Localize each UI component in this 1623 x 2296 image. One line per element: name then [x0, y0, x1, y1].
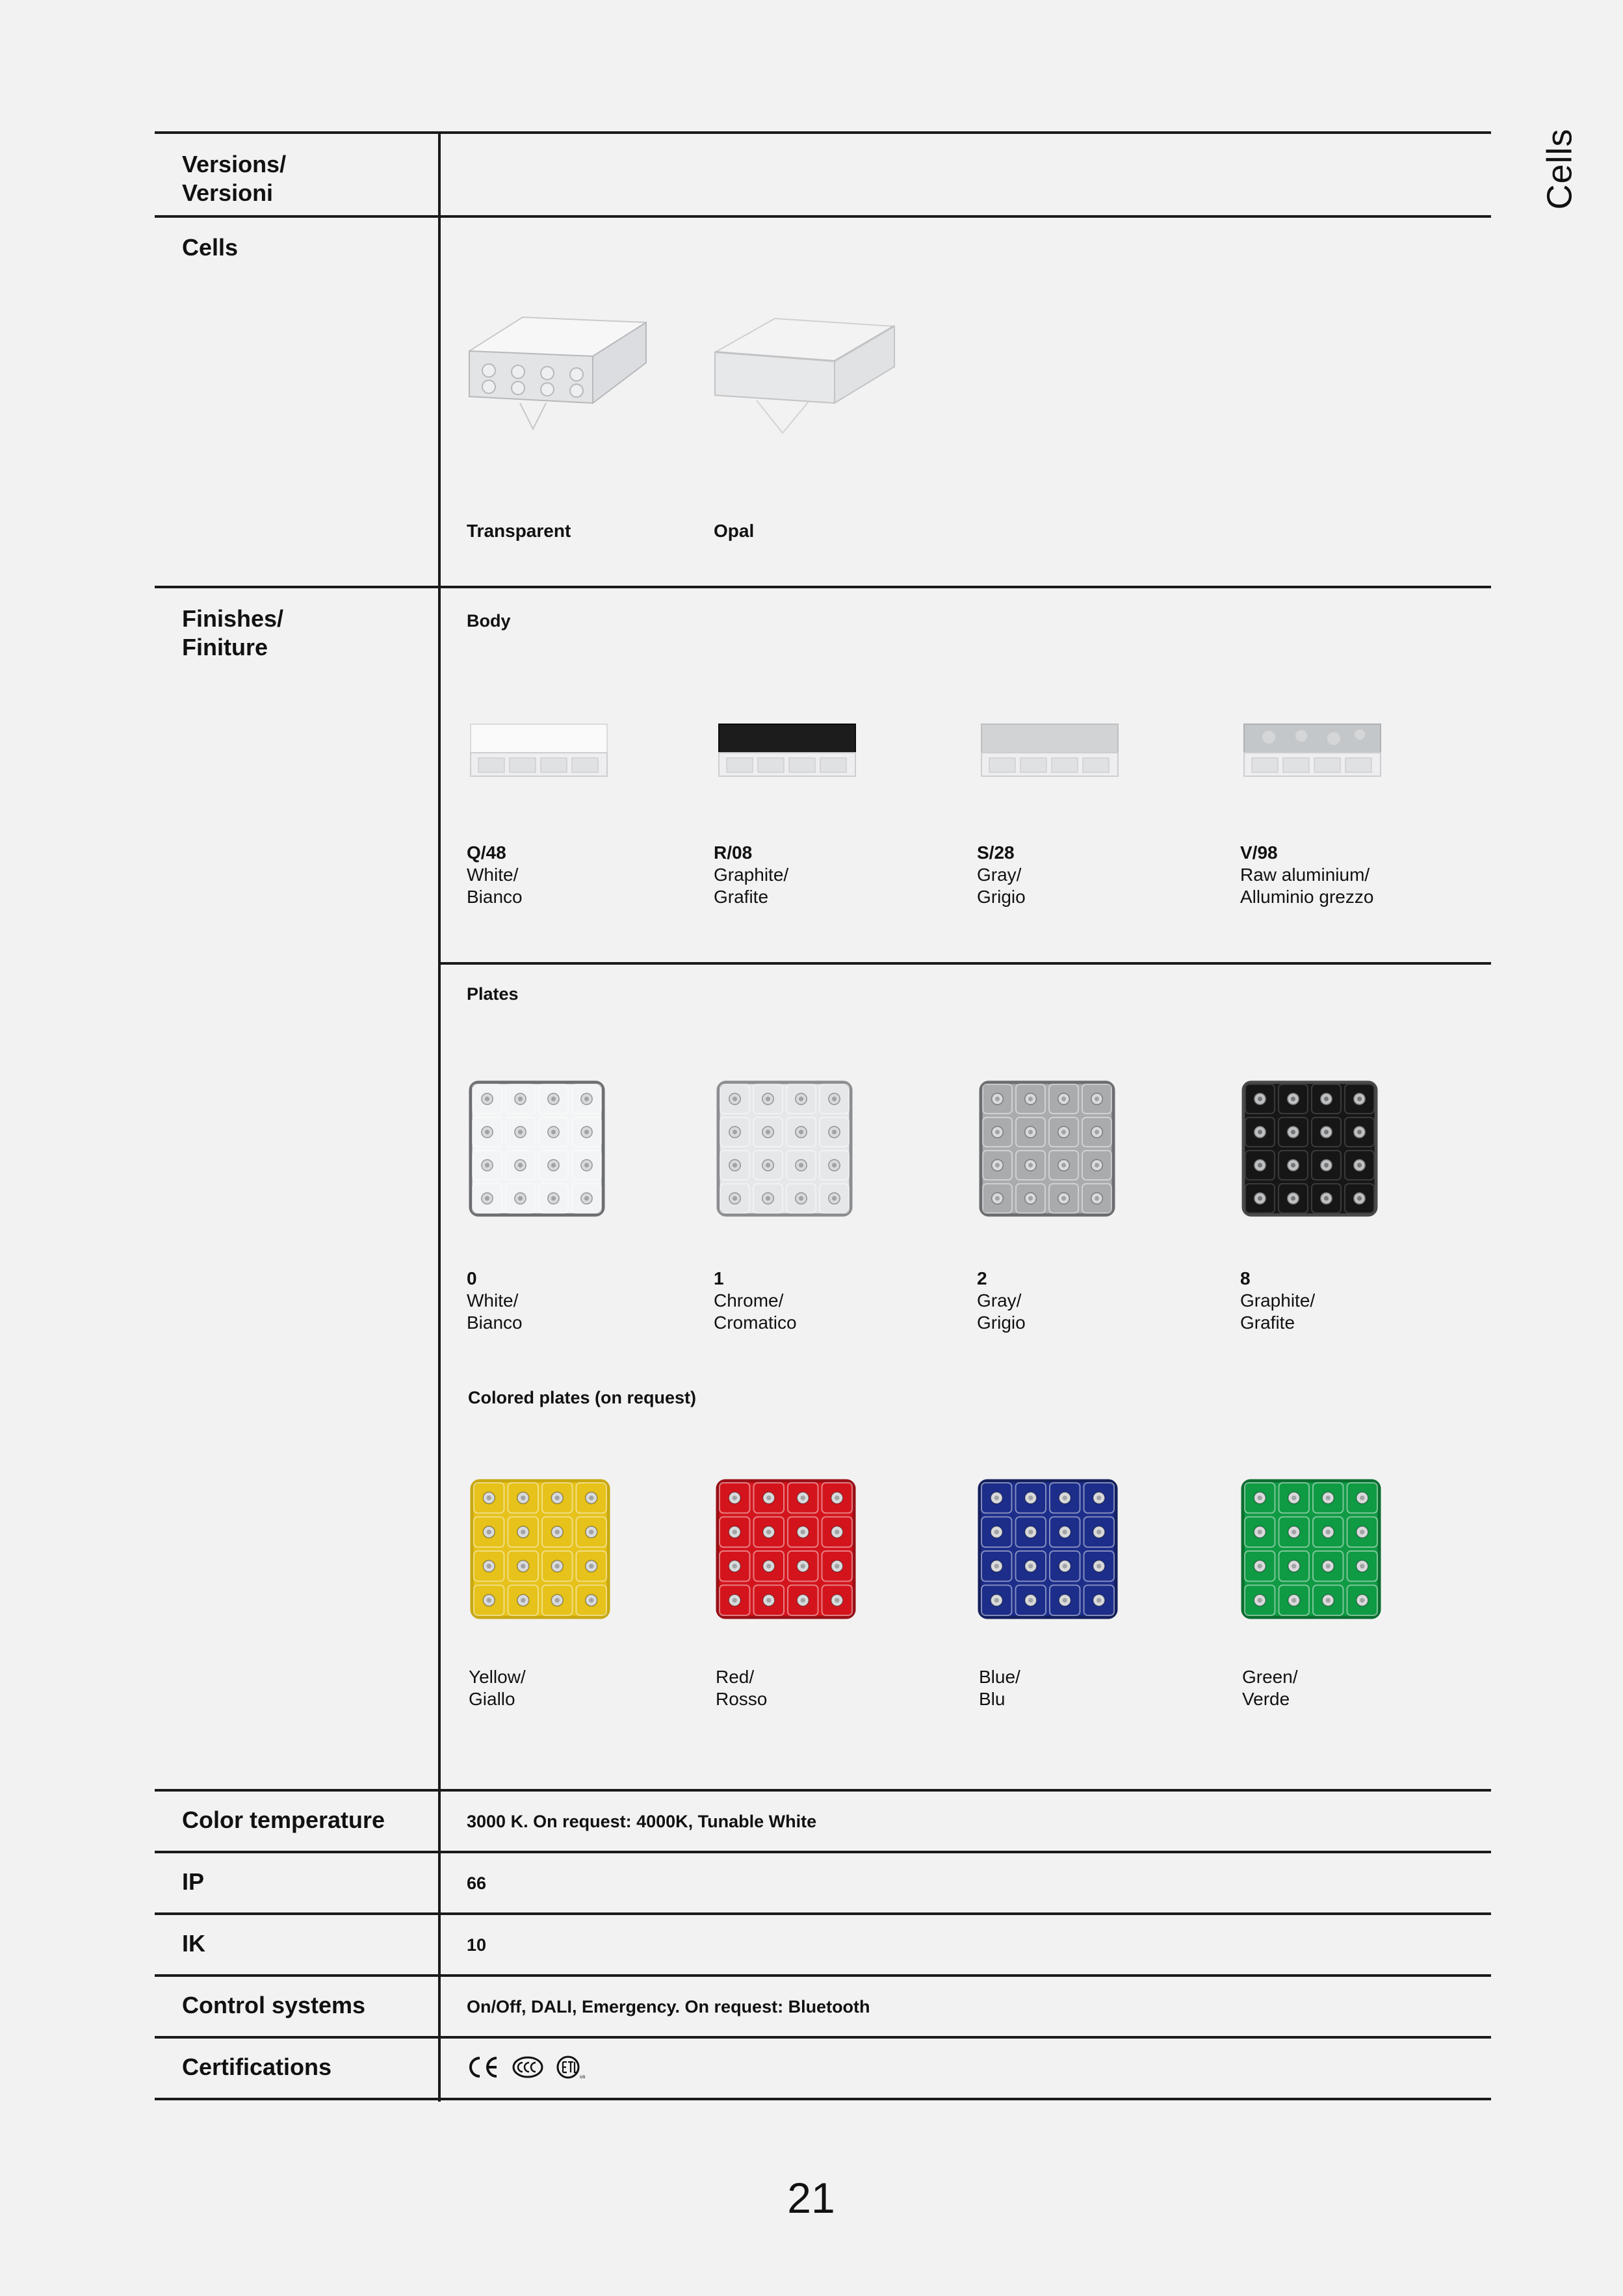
plate-caption-2: 2 Gray/ Grigio [977, 1268, 1026, 1333]
page-number: 21 [787, 2174, 835, 2222]
body-swatch-white [469, 723, 608, 779]
side-title: Cells [1540, 128, 1579, 210]
cells-label: Cells [182, 234, 239, 261]
plate-gray [978, 1080, 1116, 1218]
body-caption-s28: S/28 Gray/ Grigio [977, 842, 1026, 907]
plate-caption-8: 8 Graphite/ Grafite [1240, 1268, 1316, 1333]
plate-graphite [1241, 1080, 1379, 1218]
finishes-label: Finishes/ Finiture [182, 605, 284, 660]
colored-plate-blue [977, 1478, 1119, 1620]
color-temperature-value: 3000 K. On request: 4000K, Tunable White [467, 1812, 817, 1831]
table-rule [155, 131, 1491, 134]
body-heading: Body [467, 611, 511, 631]
colored-plates-heading: Colored plates (on request) [468, 1388, 697, 1407]
colored-caption-blue: Blue/ Blu [979, 1667, 1020, 1709]
body-caption-v98: V/98 Raw aluminium/ Alluminio grezzo [1240, 842, 1374, 907]
etl-mark-icon [555, 2054, 586, 2080]
table-rule [155, 1851, 1491, 1853]
colored-caption-green: Green/ Verde [1242, 1667, 1298, 1709]
ip-label: IP [182, 1868, 205, 1895]
color-temperature-label: Color temperature [182, 1807, 385, 1833]
cell-name-opal: Opal [714, 521, 755, 541]
certifications-label: Certifications [182, 2054, 332, 2080]
control-systems-label: Control systems [182, 1992, 366, 2018]
cell-name-transparent: Transparent [467, 521, 571, 541]
table-rule [155, 2098, 1491, 2100]
table-rule [155, 215, 1491, 218]
colored-plate-red [715, 1478, 857, 1620]
ce-mark-icon [465, 2054, 500, 2080]
ip-value: 66 [467, 1873, 487, 1893]
table-rule [155, 2036, 1491, 2039]
body-swatch-gray [980, 723, 1119, 779]
ccc-mark-icon [512, 2054, 543, 2080]
opal-cell-fixture-icon [711, 312, 900, 449]
plate-chrome [716, 1080, 853, 1218]
colored-caption-red: Red/ Rosso [716, 1667, 768, 1709]
plates-heading: Plates [467, 984, 519, 1004]
svg-text:us: us [580, 2074, 586, 2080]
transparent-cell-fixture-icon [463, 306, 651, 449]
colored-caption-yellow: Yellow/ Giallo [469, 1667, 526, 1709]
plate-caption-1: 1 Chrome/ Cromatico [714, 1268, 797, 1333]
colored-plate-green [1240, 1478, 1382, 1620]
body-swatch-raw-aluminium [1243, 723, 1382, 779]
versions-label: Versions/ Versioni [182, 151, 287, 206]
ik-label: IK [182, 1930, 205, 1957]
table-subrule [439, 962, 1491, 965]
table-rule [155, 1912, 1491, 1915]
control-systems-value: On/Off, DALI, Emergency. On request: Bluetooth [467, 1997, 870, 2016]
ik-value: 10 [467, 1935, 487, 1955]
plate-caption-0: 0 White/ Bianco [467, 1268, 523, 1333]
body-swatch-graphite [718, 723, 857, 779]
table-rule [155, 1974, 1491, 1977]
table-column-divider [438, 132, 441, 2102]
table-rule [155, 1789, 1491, 1792]
body-caption-q48: Q/48 White/ Bianco [467, 842, 523, 907]
table-rule [155, 586, 1491, 588]
body-caption-r08: R/08 Graphite/ Grafite [714, 842, 789, 907]
colored-plate-yellow [469, 1478, 611, 1620]
plate-white [468, 1080, 606, 1218]
certification-marks [465, 2054, 586, 2080]
